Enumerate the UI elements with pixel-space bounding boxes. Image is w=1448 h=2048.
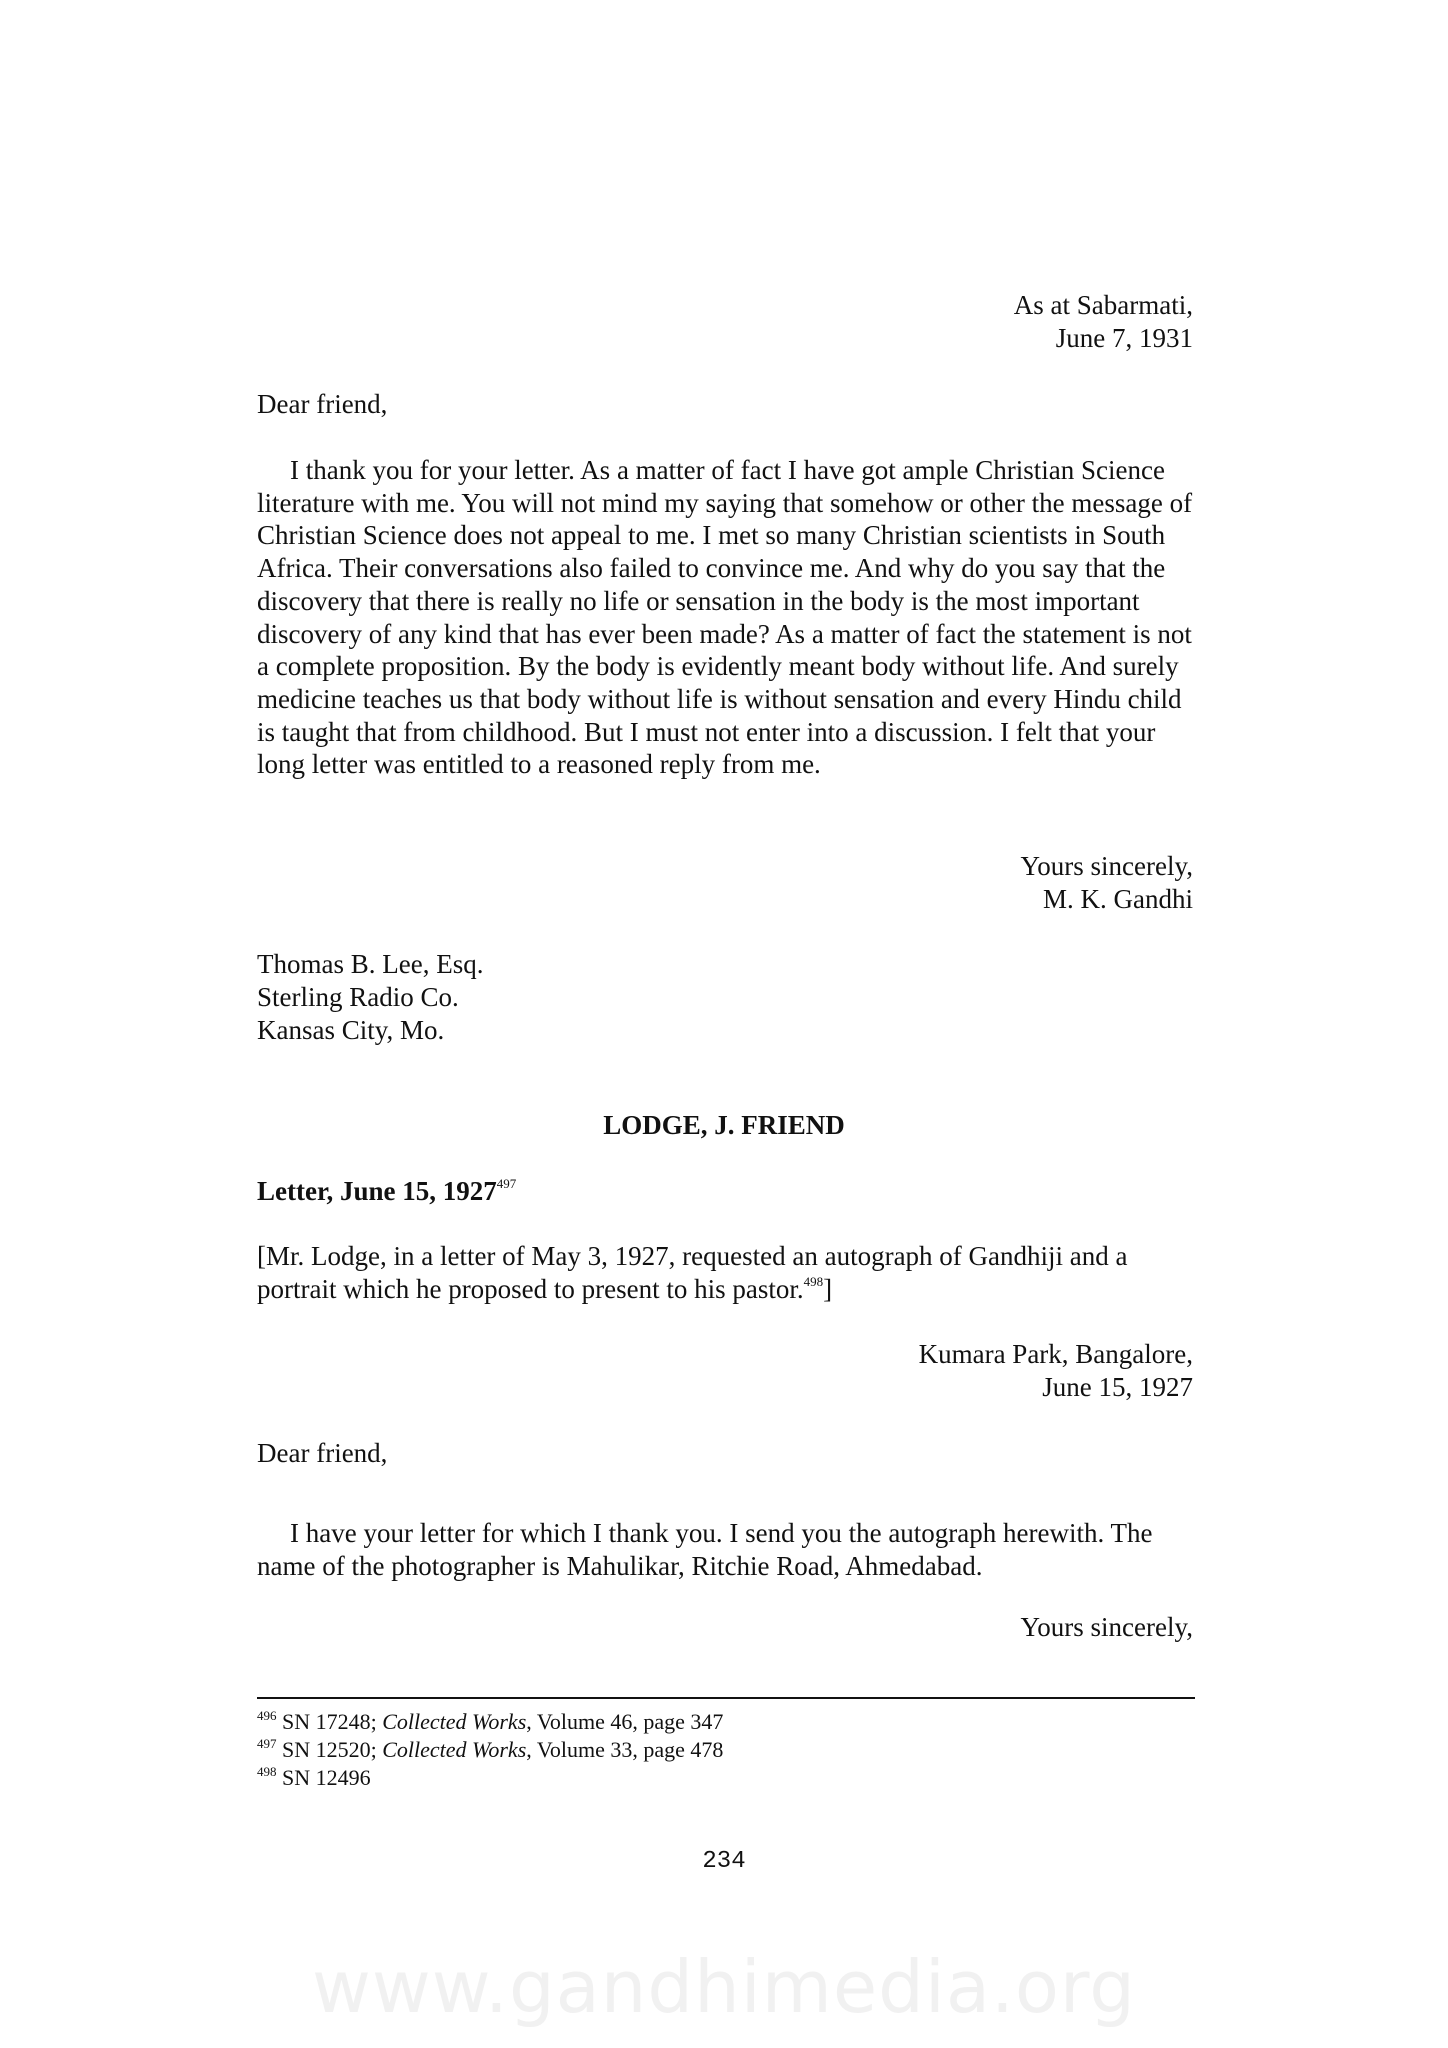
watermark: www.gandhimedia.org <box>312 1945 1136 2029</box>
footnote <box>257 1736 723 1764</box>
page-number: 234 <box>702 1848 746 1875</box>
letter2-place: Kumara Park, Bangalore, <box>918 1339 1193 1369</box>
footnote-rest: , Volume 46, page 347 <box>526 1709 724 1734</box>
footnote-ref: SN 12496 <box>282 1765 371 1790</box>
editorial-note <box>257 1240 1195 1305</box>
letter2-body-text: I have your letter for which I thank you. I send you the autograph herewith. The name of the photographer is Mahulikar, Ritchie Road, Ahmedabad. <box>257 1518 1153 1581</box>
section-heading: LODGE, J. FRIEND <box>603 1110 845 1140</box>
footnote <box>257 1764 723 1792</box>
footnote-ref: 498 <box>803 1273 824 1289</box>
address-line: Thomas B. Lee, Esq. <box>257 949 484 979</box>
letter1-place: As at Sabarmati, <box>1013 290 1193 320</box>
letter1-salutation: Dear friend, <box>257 389 388 419</box>
address-line: Sterling Radio Co. <box>257 982 459 1012</box>
footnote-divider <box>257 1697 1195 1699</box>
letter1-date: June 7, 1931 <box>1055 323 1193 353</box>
footnote-number: 497 <box>257 1736 277 1751</box>
footnote-number: 496 <box>257 1708 277 1723</box>
footnote-title: Collected Works <box>382 1709 527 1734</box>
letter2-date: June 15, 1927 <box>1042 1372 1193 1402</box>
letter1-closing: Yours sincerely, <box>1020 851 1193 881</box>
section-subheading <box>257 1175 516 1208</box>
footnote-title: Collected Works <box>382 1737 527 1762</box>
letter1-body <box>257 454 1195 781</box>
address-line: Kansas City, Mo. <box>257 1015 445 1045</box>
footnotes <box>257 1708 723 1792</box>
footnote-ref: SN 12520; <box>282 1737 383 1762</box>
footnote-number: 498 <box>257 1764 277 1779</box>
footnote-ref: 497 <box>496 1176 517 1191</box>
footnote-ref: SN 17248; <box>282 1709 383 1734</box>
letter1-signature: M. K. Gandhi <box>1043 884 1193 914</box>
letter2-closing: Yours sincerely, <box>1020 1612 1193 1642</box>
footnote-rest: , Volume 33, page 478 <box>526 1737 724 1762</box>
note-text: [Mr. Lodge, in a letter of May 3, 1927, requested an autograph of Gandhiji and a portrait which he proposed to present to his pastor. <box>257 1241 1128 1304</box>
letter1-body-text: I thank you for your letter. As a matter of fact I have got ample Christian Science literature with me. You will not mind my saying that somehow or other the message of Christian Science does not appeal to me. I met so many Christian scientists in South Africa. Their conversations also failed to convince me. And why do you say that the discovery that there is really no life or sensation in the body is the most important discovery of any kind that has ever been made? As a matter of fact the statement is not a complete proposition. By the body is evidently meant body without life. And surely medicine teaches us that body without life is without sensation and every Hindu child is taught that from childhood. But I must not enter into a discussion. I felt that your long letter was entitled to a reasoned reply from me. <box>257 455 1193 780</box>
subheading-text: Letter, June 15, 1927 <box>257 1176 497 1206</box>
footnote <box>257 1708 723 1736</box>
letter2-body <box>257 1517 1195 1582</box>
letter2-salutation: Dear friend, <box>257 1438 388 1468</box>
note-close: ] <box>823 1273 833 1304</box>
